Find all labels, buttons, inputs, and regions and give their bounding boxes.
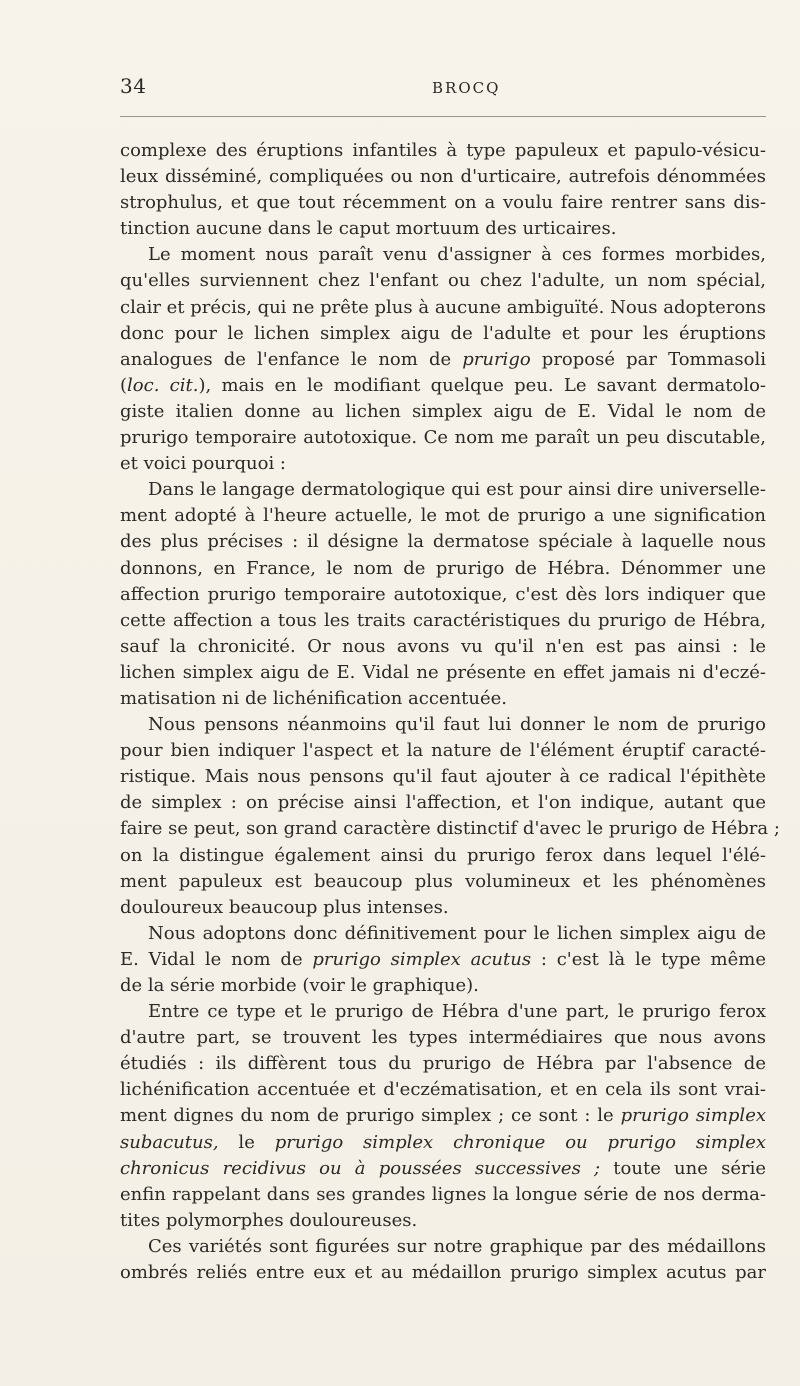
text-line: de la série morbide (voir le graphique). bbox=[120, 975, 479, 996]
running-head: BROCQ bbox=[432, 79, 501, 97]
text-line: enfin rappelant dans ses grandes lignes la longue série de nos derma- bbox=[120, 1183, 766, 1205]
text-line: Dans le langage dermatologique qui est pour ainsi dire universelle- bbox=[148, 479, 766, 501]
text-line: on la distingue également ainsi du prurigo ferox dans lequel l'élé- bbox=[120, 844, 766, 866]
text-line: et voici pourquoi : bbox=[120, 453, 286, 475]
text-line: complexe des éruptions infantiles à type papuleux et papulo-vésicu- bbox=[120, 140, 766, 161]
text-line: matisation ni de lichénification accentuée. bbox=[120, 687, 508, 709]
text-line: Entre ce type et le prurigo de Hébra d'une part, le prurigo ferox bbox=[148, 1001, 766, 1023]
text-line: tinction aucune dans le caput mortuum des urticaires. bbox=[120, 218, 617, 240]
text-line: de simplex : on précise ainsi l'affection, et l'on indique, autant que bbox=[120, 792, 766, 814]
text-line: sauf la chronicité. Or nous avons vu qu'il n'en est pas ainsi : le bbox=[120, 635, 766, 657]
text-line-with-italic: (loc. cit.), mais en le modifiant quelque peu. Le savant dermatolo- bbox=[120, 374, 766, 396]
text-line: ombrés reliés entre eux et au médaillon prurigo simplex acutus par bbox=[120, 1262, 766, 1284]
text-line: d'autre part, se trouvent les types intermédiaires que nous avons bbox=[120, 1027, 766, 1049]
text-line: donc pour le lichen simplex aigu de l'adulte et pour les éruptions bbox=[120, 322, 766, 344]
text-line: lichen simplex aigu de E. Vidal ne présente en effet jamais ni d'eczé- bbox=[120, 661, 766, 683]
text-line: leux disséminé, compliquées ou non d'urticaire, autrefois dénommées bbox=[120, 166, 766, 188]
text-line: prurigo temporaire autotoxique. Ce nom me paraît un peu discutable, bbox=[120, 427, 766, 449]
text-line: tites polymorphes douloureuses. bbox=[120, 1209, 418, 1231]
text-line: donnons, en France, le nom de prurigo de Hébra. Dénommer une bbox=[120, 557, 766, 579]
text-line: faire se peut, son grand caractère distinctif d'avec le prurigo de Hébra ; bbox=[120, 818, 780, 840]
text-line: des plus précises : il désigne la dermatose spéciale à laquelle nous bbox=[120, 531, 766, 553]
body-text bbox=[120, 138, 780, 1286]
text-line-with-italic: analogues de l'enfance le nom de prurigo proposé par Tommasoli bbox=[120, 348, 766, 370]
text-line: Ces variétés sont figurées sur notre graphique par des médaillons bbox=[148, 1235, 766, 1257]
text-line: lichénification accentuée et d'eczématisation, et en cela ils sont vrai- bbox=[120, 1079, 766, 1101]
text-line: Le moment nous paraît venu d'assigner à ces formes morbides, bbox=[148, 244, 766, 266]
text-line: clair et précis, qui ne prête plus à aucune ambiguïté. Nous adopterons bbox=[120, 296, 766, 318]
text-line-with-italic: ment dignes du nom de prurigo simplex ; ce sont : le prurigo simplex bbox=[120, 1105, 766, 1127]
text-line-with-italic: E. Vidal le nom de prurigo simplex acutus : c'est là le type même bbox=[120, 948, 766, 970]
text-line-with-italic: chronicus recidivus ou à poussées successives ; toute une série bbox=[120, 1157, 766, 1179]
text-line-with-italic: subacutus, le prurigo simplex chronique ou prurigo simplex bbox=[120, 1131, 766, 1153]
text-line: ristique. Mais nous pensons qu'il faut ajouter à ce radical l'épithète bbox=[120, 766, 766, 788]
text-line: giste italien donne au lichen simplex aigu de E. Vidal le nom de bbox=[120, 400, 766, 422]
text-line: Nous adoptons donc définitivement pour le lichen simplex aigu de bbox=[148, 922, 766, 944]
text-line: ment adopté à l'heure actuelle, le mot de prurigo a une signification bbox=[120, 505, 766, 527]
text-line: strophulus, et que tout récemment on a voulu faire rentrer sans dis- bbox=[120, 192, 766, 214]
text-line: douloureux beaucoup plus intenses. bbox=[120, 896, 449, 918]
page-number: 34 bbox=[120, 74, 147, 98]
header-rule bbox=[120, 116, 766, 117]
text-line: cette affection a tous les traits caractéristiques du prurigo de Hébra, bbox=[120, 609, 766, 631]
page-header bbox=[120, 74, 766, 104]
text-line: Nous pensons néanmoins qu'il faut lui donner le nom de prurigo bbox=[148, 714, 766, 736]
text-line: étudiés : ils diffèrent tous du prurigo de Hébra par l'absence de bbox=[120, 1053, 766, 1075]
text-line: affection prurigo temporaire autotoxique, c'est dès lors indiquer que bbox=[120, 583, 766, 605]
text-line: pour bien indiquer l'aspect et la nature de l'élément éruptif caracté- bbox=[120, 740, 766, 762]
text-line: qu'elles surviennent chez l'enfant ou chez l'adulte, un nom spécial, bbox=[120, 270, 766, 292]
text-line: ment papuleux est beaucoup plus volumineux et les phénomènes bbox=[120, 870, 766, 892]
